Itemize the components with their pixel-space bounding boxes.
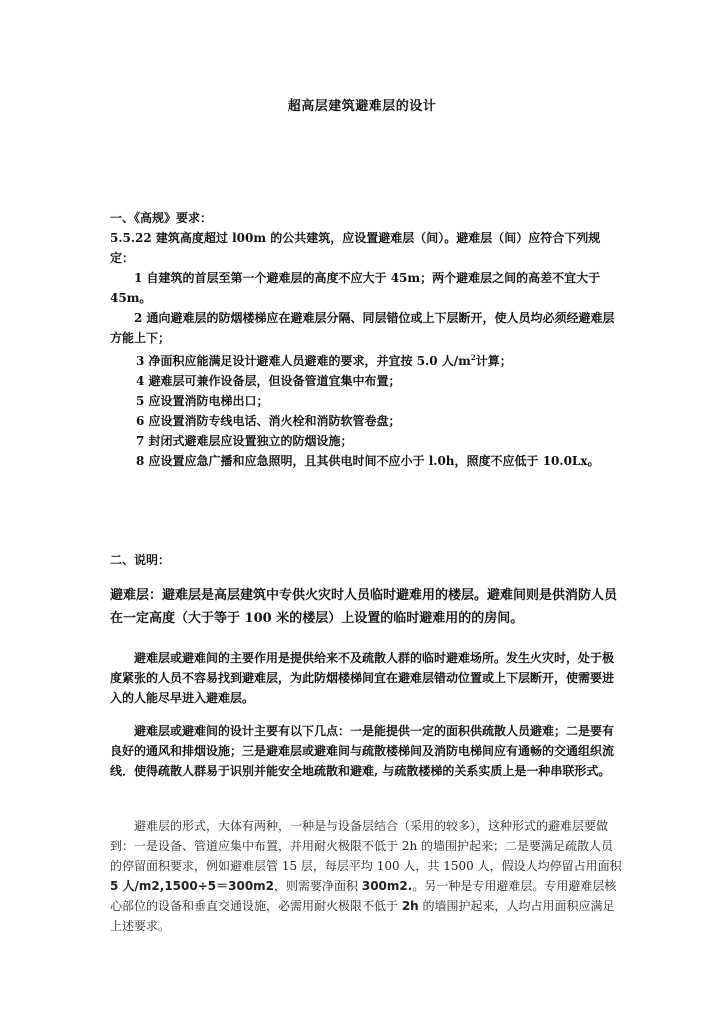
page-title: 超高层建筑避难层的设计 <box>287 99 437 114</box>
list-item: 4 避难层可兼作设备层，但设备管道宜集中布置； <box>136 374 401 388</box>
list-item: 3 净面积应能满足设计避难人员避难的要求，并宜按 5.0 人$/m^2$计算； <box>136 353 512 368</box>
list-item: 8 应设置应急广播和应急照明，且其供电时间不应小于 l.0h，照度不应低于 10.0Lx。 <box>136 454 600 468</box>
section-heading: 二、说明： <box>110 553 171 567</box>
section-heading: 一、《高规》要求： <box>110 211 213 225</box>
list-item: 6 应设置消防专线电话、消火栓和消防软管卷盘； <box>136 414 401 428</box>
paragraph-4: 避难层的形式，大体有两种，一种是与设备层结合（采用的较多），这种形式的避难层要做到：一是设备、管道应集中布置，并用耐火极限不低于 2h 的墙围护起来；二是要满足疏散人员的停留面积要求，例如避难层管 15 层，每层平均 100 人，共 1500 人，假设人均停留占用面积 5 人/m2,1500÷5＝300m2，则需要净面积 300m2.。另一种是专用避难层。专用避难层核心部位的设备和垂直交通设施，必需用耐火极限不低于 2h 的墙围护起来，人均占用面积应满足上述要求。 <box>110 819 622 933</box>
clause-text: 5.5.22 建筑高度超过 l00m 的公共建筑，应设置避难层（间）。避难层（间）应符合下列规定： <box>110 231 601 265</box>
paragraph-1: 避难层：避难层是高层建筑中专供火灾时人员临时避难用的楼层。避难间则是供消防人员在一定高度（大于等于 100 米的楼层）上设置的临时避难用的的房间。 <box>110 588 618 626</box>
list-item: 7 封闭式避难层应设置独立的防烟设施； <box>136 434 353 448</box>
list-item: 5 应设置消防电梯出口； <box>136 394 269 408</box>
paragraph-2: 避难层或避难间的主要作用是提供给来不及疏散人群的临时避难场所。发生火灾时，处于极度紧张的人员不容易找到避难层，为此防烟楼梯间宜在避难层错动位置或上下层断开，使需要进入的人能尽早进入避难层。 <box>110 651 615 705</box>
section-explanation <box>110 550 622 570</box>
section-requirements <box>110 208 622 471</box>
paragraph-3: 避难层或避难间的设计主要有以下几点：一是能提供一定的面积供疏散人员避难；二是要有良好的通风和排烟设施；三是避难层或避难间与疏散楼梯间及消防电梯间应有通畅的交通组织流线．使得疏散人群易于识别并能安全地疏散和避难, 与疏散楼梯的关系实质上是一种串联形式。 <box>110 724 615 778</box>
list-item: 2 通向避难层的防烟楼梯应在避难层分隔、同层错位或上下层断开，使人员均必须经避难层方能上下； <box>110 311 615 345</box>
requirement-list <box>110 348 622 471</box>
list-item: 1 自建筑的首层至第一个避难层的高度不应大于 45m；两个避难层之间的高差不宜大于 45m。 <box>110 271 601 305</box>
